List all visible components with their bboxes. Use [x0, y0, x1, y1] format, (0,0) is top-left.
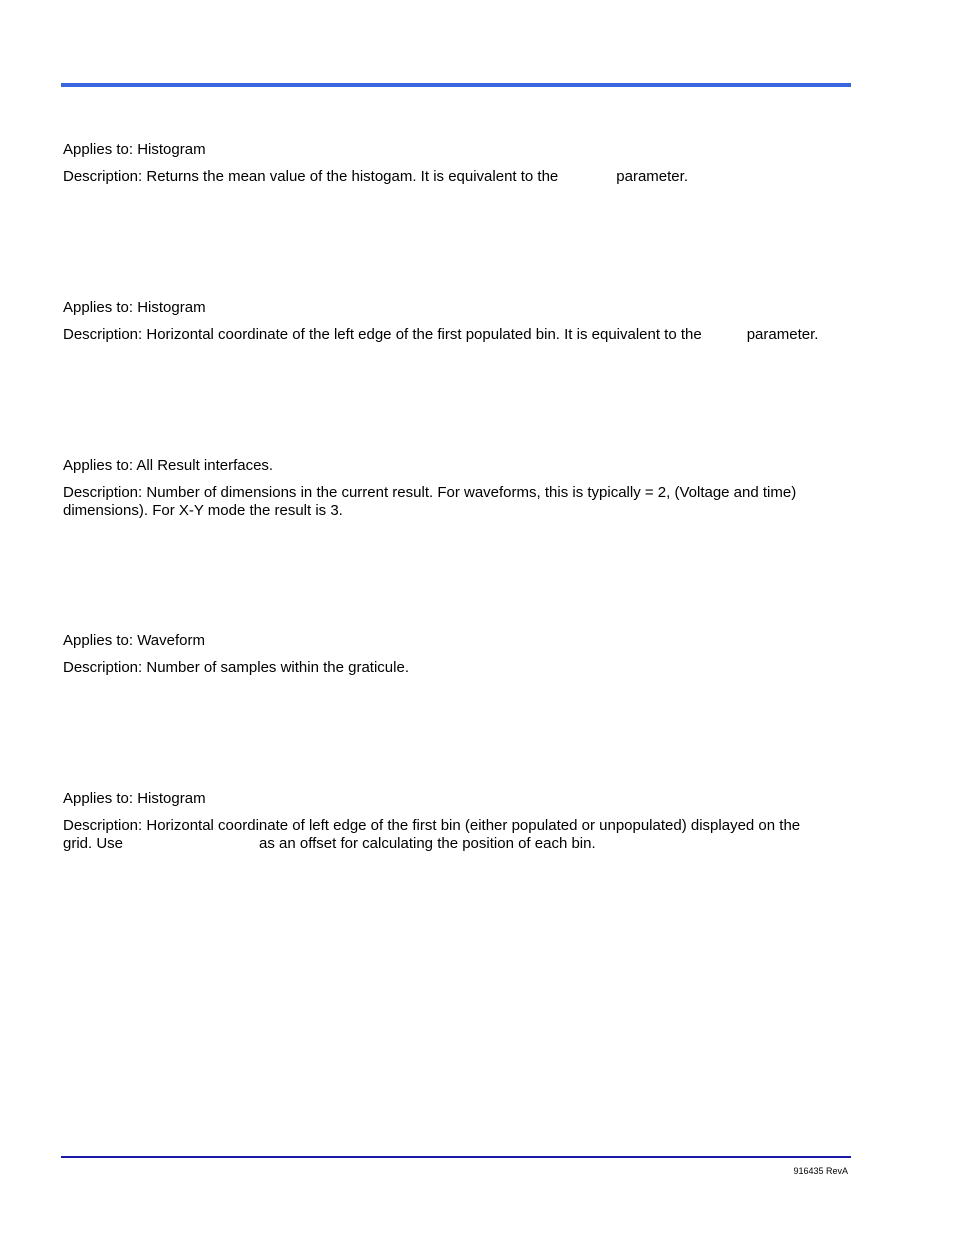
applies-to-text: Applies to: Waveform — [63, 632, 205, 649]
applies-to-text: Applies to: All Result interfaces. — [63, 457, 274, 474]
entry-dimensions — [63, 457, 853, 520]
applies-to-text: Applies to: Histogram — [63, 790, 206, 807]
description-part: parameter. — [616, 168, 688, 185]
description-part: as an offset for calculating the position of each bin. — [259, 835, 596, 852]
applies-to-text: Applies to: Histogram — [63, 141, 206, 158]
applies-to-text: Applies to: Histogram — [63, 299, 206, 316]
description-part: parameter. — [746, 326, 819, 343]
description-line: dimensions). For X-Y mode the result is 3. — [63, 502, 343, 519]
description-part: Description: Returns the mean value of the histogam. It is equivalent to the — [63, 168, 559, 185]
entry-histogram-first-populated — [63, 299, 853, 344]
entry-histogram-mean — [63, 141, 853, 186]
entry-histogram-first-bin — [63, 790, 853, 853]
entry-waveform-samples — [63, 632, 853, 677]
description-line: Description: Horizontal coordinate of left edge of the first bin (either populated or unpopulated) displayed on the — [63, 817, 801, 834]
document-code: 916435 RevA — [793, 1166, 848, 1176]
description-part: Description: Horizontal coordinate of the left edge of the first populated bin. It is equivalent to the — [63, 326, 702, 343]
description-line — [63, 835, 853, 853]
footer-rule — [61, 1156, 851, 1158]
description-text: Description: Number of samples within the graticule. — [63, 659, 409, 676]
description-part: grid. Use — [63, 835, 124, 852]
description-text — [63, 326, 853, 344]
description-line: Description: Number of dimensions in the current result. For waveforms, this is typically = 2, (Voltage and time) — [63, 484, 797, 501]
description-text — [63, 168, 853, 186]
header-rule — [61, 83, 851, 87]
